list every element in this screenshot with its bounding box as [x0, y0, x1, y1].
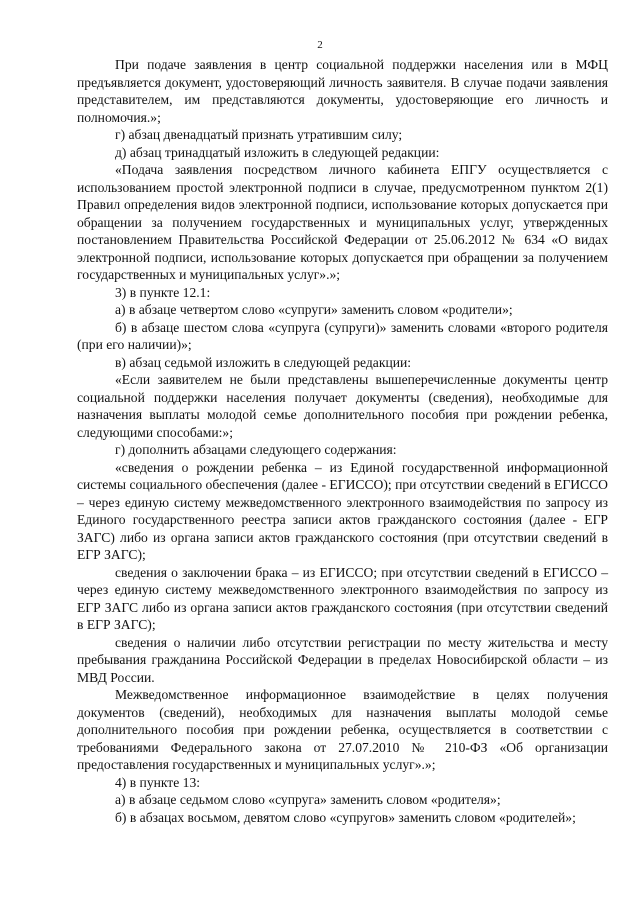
paragraph: г) дополнить абзацами следующего содержания:	[115, 442, 397, 457]
paragraph: 3) в пункте 12.1:	[115, 284, 211, 300]
paragraph: «сведения о рождении ребенка – из Единой государственной информационной системы социального обеспечения (далее - ЕГИССО); при отсутствии сведений в ЕГИССО – через единую систему межведомственного электронного взаимодействия по запросу из Единого государственного реестра записи актов гражданского состояния (далее - ЕГР ЗАГС) либо из органа записи актов гражданского состояния (при отсутствии сведений в ЕГР ЗАГС);	[77, 459, 608, 562]
paragraph: г) абзац двенадцатый признать утратившим силу;	[115, 127, 403, 142]
paragraph: б) в абзаце шестом слова «супруга (супруги)» заменить словами «второго родителя (при его наличии)»;	[77, 319, 608, 352]
paragraph: а) в абзаце четвертом слово «супруги» заменить словом «родители»;	[115, 302, 513, 317]
paragraph: Межведомственное информационное взаимодействие в целях получения документов (сведений), необходимых для назначения выплаты молодой семье дополнительного пособия при рождении ребенка, осуществляется в соответствии с требованиями Федерального закона от 27.07.2010 № 210-ФЗ «Об организации предоставления государственных и муниципальных услуг».»;	[77, 687, 608, 772]
paragraph: 4) в пункте 13:	[115, 774, 201, 790]
paragraph: «Подача заявления посредством личного кабинета ЕПГУ осуществляется с использованием простой электронной подписи в случае, предусмотренном пунктом 2(1) Правил определения видов электронной подписи, использование которых допускается при обращении за получением государственных и муниципальных услуг, утвержденных постановлением Правительства Российской Федерации от 25.06.2012 № 634 «О видах электронной подписи, использование которых допускается при обращении за получением государственных и муниципальных услуг».»;	[77, 162, 608, 282]
document-body	[77, 56, 608, 826]
paragraph: «Если заявителем не были представлены вышеперечисленные документы центр социальной поддержки населения получает документы (сведения), необходимые для назначения выплаты молодой семье дополнительного пособия при рождении ребенка, следующими способами:»;	[77, 372, 608, 440]
paragraph: б) в абзацах восьмом, девятом слово «супругов» заменить словом «родителей»;	[115, 809, 576, 825]
paragraph: сведения о заключении брака – из ЕГИССО; при отсутствии сведений в ЕГИССО – через единую систему межведомственного электронного взаимодействия по запросу из ЕГР ЗАГС либо из органа записи актов гражданского состояния (при отсутствии сведений в ЕГР ЗАГС);	[77, 564, 608, 632]
page-number: 2	[317, 39, 323, 51]
paragraph: При подаче заявления в центр социальной поддержки населения или в МФЦ предъявляется документ, удостоверяющий личность заявителя. В случае подачи заявления представителем, им представляются документы, удостоверяющие его личность и полномочия.»;	[77, 57, 608, 125]
paragraph: в) абзац седьмой изложить в следующей редакции:	[115, 354, 412, 370]
paragraph: а) в абзаце седьмом слово «супруга» заменить словом «родителя»;	[115, 792, 501, 807]
paragraph: сведения о наличии либо отсутствии регистрации по месту жительства и месту пребывания гражданина Российской Федерации в пределах Новосибирской области – из МВД России.	[77, 634, 608, 685]
paragraph: д) абзац тринадцатый изложить в следующей редакции:	[115, 144, 440, 160]
